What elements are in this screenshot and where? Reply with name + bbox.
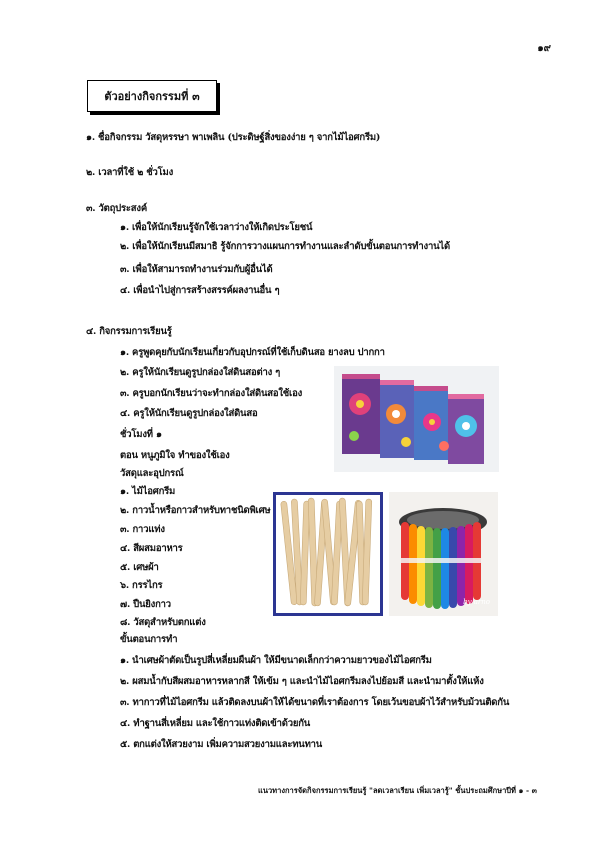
material-item: ๘. วัสดุสำหรับตกแต่ง	[120, 617, 206, 628]
pencil-holders-photo	[334, 366, 499, 472]
page-footer: แนวทางการจัดกิจกรรมการเรียนรู้ "ลดเวลาเรียน เพิ่มเวลารู้" ชั้นประถมศึกษาปีที่ ๑ - ๓	[258, 786, 537, 795]
activities-heading: ๔. กิจกรรมการเรียนรู้	[86, 326, 172, 337]
material-item: ๔. สีผสมอาหาร	[120, 543, 183, 554]
material-item: ๓. กาวแท่ง	[120, 524, 165, 535]
step-item: ๕. ตกแต่งให้สวยงาม เพิ่มความสวยงามและทนทาน	[120, 739, 323, 750]
episode-title: ตอน หนูภูมิใจ ทำของใช้เอง	[120, 450, 230, 461]
material-item: ๕. เศษผ้า	[120, 562, 159, 573]
material-item: ๑. ไม้ไอศกรีม	[120, 486, 176, 497]
activity-item: ๒. ครูให้นักเรียนดูรูปกล่องใส่ดินสอต่าง ๆ	[120, 367, 281, 378]
steps-heading: ขั้นตอนการทำ	[120, 634, 178, 645]
step-item: ๔. ทำฐานสี่เหลี่ยม และใช้กาวแท่งติดเข้าด้วยกัน	[120, 718, 311, 729]
step-item: ๑. นำเศษผ้าตัดเป็นรูปสี่เหลี่ยมผืนผ้า ให้มีขนาดเล็กกว่าความยาวของไม้ไอศกรีม	[120, 655, 432, 666]
hour-label: ชั่วโมงที่ ๑	[120, 429, 162, 440]
activity-title-box	[87, 80, 217, 112]
time-used: ๒. เวลาที่ใช้ ๒ ชั่วโมง	[86, 167, 174, 178]
objective-item: ๓. เพื่อให้สามารถทำงานร่วมกับผู้อื่นได้	[120, 264, 273, 275]
activity-name: ๑. ชื่อกิจกรรม วัสดุหรรษา พาเพลิน (ประดิษฐ์สิ่งของง่าย ๆ จากไม้ไอศกรีม)	[86, 132, 381, 143]
material-item: ๖. กรรไกร	[120, 580, 163, 591]
rainbow-cup-photo	[389, 492, 498, 616]
objective-item: ๔. เพื่อนำไปสู่การสร้างสรรค์ผลงานอื่น ๆ	[120, 285, 280, 296]
activity-item: ๑. ครูพูดคุยกับนักเรียนเกี่ยวกับอุปกรณ์ที่ใช้เก็บดินสอ ยางลบ ปากกา	[120, 347, 385, 358]
step-item: ๓. ทากาวที่ไม้ไอศกรีม แล้วติดลงบนผ้าให้ได้ขนาดที่เราต้องการ โดยเว้นขอบผ้าไว้สำหรับม้วนติดกัน	[120, 697, 510, 708]
ice-cream-sticks-photo	[273, 492, 383, 616]
activity-item: ๓. ครูบอกนักเรียนว่าจะทำกล่องใส่ดินสอใช้เอง	[120, 388, 303, 399]
objective-item: ๑. เพื่อให้นักเรียนรู้จักใช้เวลาว่างให้เกิดประโยชน์	[120, 222, 313, 233]
material-item: ๗. ปืนยิงกาว	[120, 599, 171, 610]
activity-title: ตัวอย่างกิจกรรมที่ ๓	[104, 90, 200, 103]
activity-item: ๔. ครูให้นักเรียนดูรูปกล่องใส่ดินสอ	[120, 408, 258, 419]
material-item: ๒. กาวน้ำหรือกาวสำหรับทาชนิดพิเศษ	[120, 505, 271, 516]
objective-item: ๒. เพื่อให้นักเรียนมีสมาธิ รู้จักการวางแผนการทำงานและลำดับขั้นตอนการทำงานได้	[120, 241, 450, 252]
photo-watermark: by arno	[463, 598, 490, 606]
materials-heading: วัสดุและอุปกรณ์	[120, 468, 184, 479]
step-item: ๒. ผสมน้ำกับสีผสมอาหารหลากสี ให้เข้ม ๆ และนำไม้ไอศกรีมลงไปย้อมสี และนำมาตั้งให้แห้ง	[120, 676, 484, 687]
page-number: ๑๙	[537, 43, 551, 54]
objectives-heading: ๓. วัตถุประสงค์	[86, 203, 147, 214]
